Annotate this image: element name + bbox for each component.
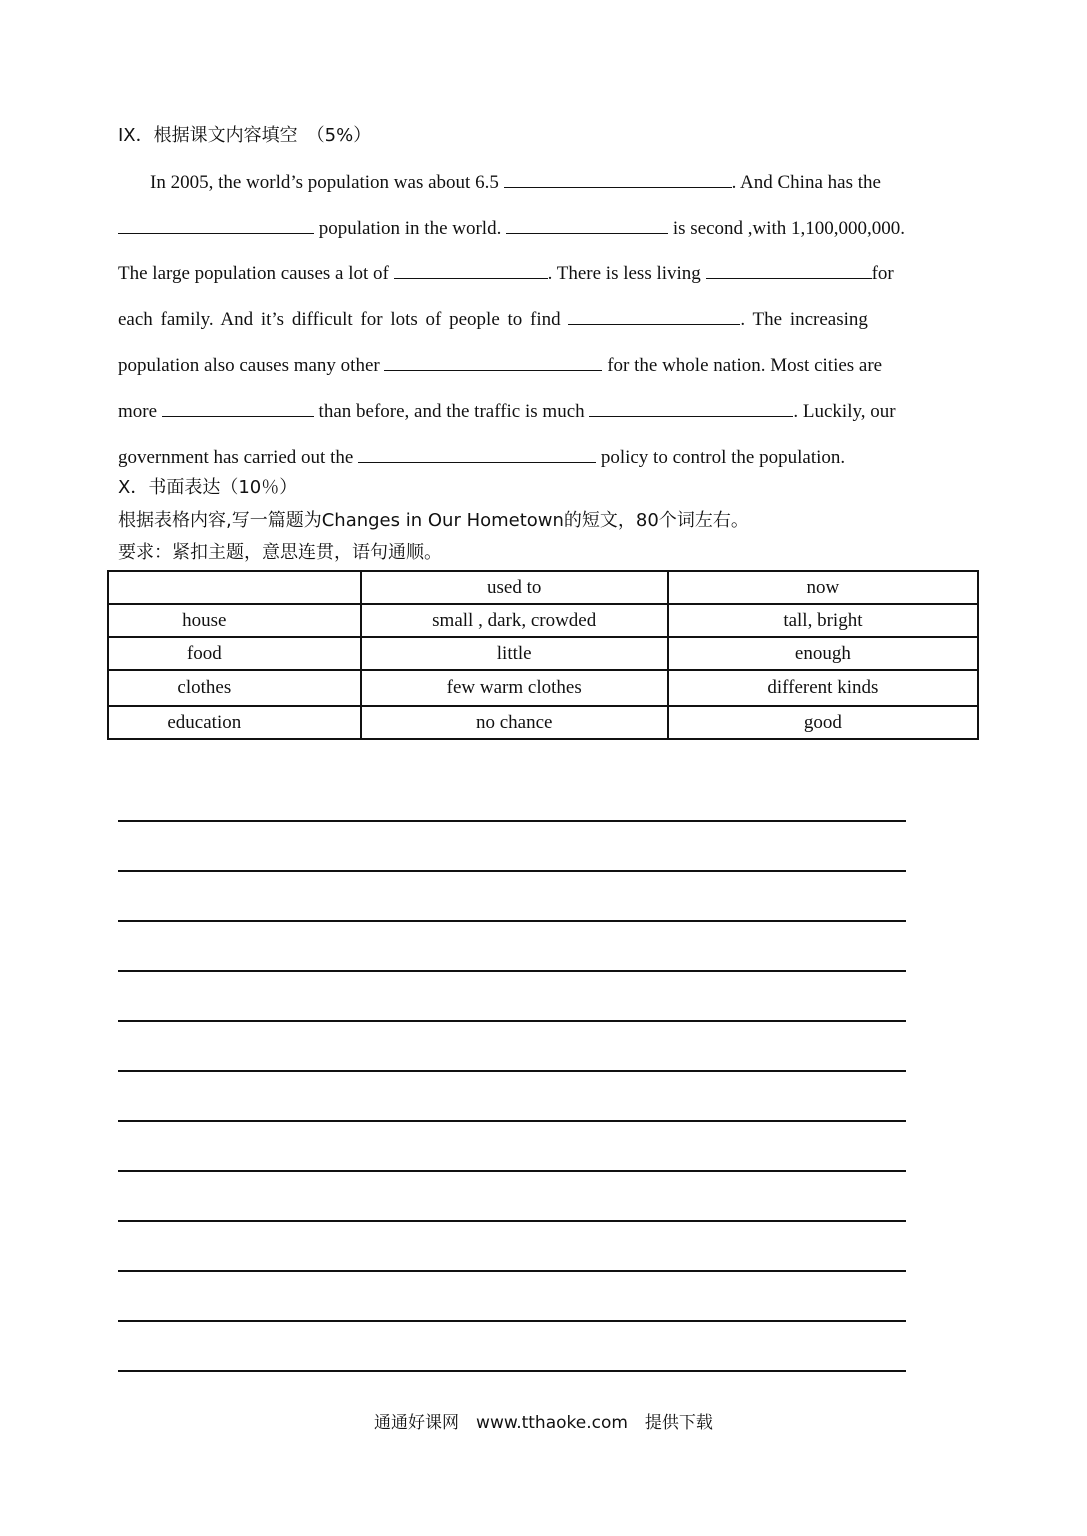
table-cell: food xyxy=(108,637,361,670)
fill-blank-8[interactable] xyxy=(162,398,314,417)
table-cell: clothes xyxy=(108,670,361,706)
writing-line-2[interactable] xyxy=(118,870,906,872)
writing-line-6[interactable] xyxy=(118,1070,906,1072)
passage-line-3 xyxy=(118,260,974,286)
table-header-cell xyxy=(108,571,361,604)
fill-blank-4[interactable] xyxy=(394,260,548,279)
table-header-cell: used to xyxy=(361,571,668,604)
table-row xyxy=(108,670,978,706)
table-row xyxy=(108,706,978,739)
table-cell: education xyxy=(108,706,361,739)
fill-blank-3[interactable] xyxy=(506,215,668,234)
section-10-title: X．书面表达（10％） xyxy=(118,477,298,498)
table-cell: good xyxy=(668,706,978,739)
section-9-title: IX．根据课文内容填空 （5%） xyxy=(118,125,372,146)
table-cell: house xyxy=(108,604,361,637)
fill-blank-6[interactable] xyxy=(568,306,740,325)
passage-text: population in the world. xyxy=(318,218,502,239)
passage-text: population also causes many other xyxy=(118,355,380,376)
writing-line-1[interactable] xyxy=(118,820,906,822)
passage-text: . There is less living xyxy=(547,263,701,284)
writing-requirement: 要求：紧扣主题，意思连贯，语句通顺。 xyxy=(118,542,442,563)
passage-text: more xyxy=(118,401,158,422)
changes-table xyxy=(107,570,979,740)
table-header-cell: now xyxy=(668,571,978,604)
passage-line-6 xyxy=(118,398,974,424)
passage-line-2 xyxy=(118,215,974,241)
table-row xyxy=(108,604,978,637)
passage-line-7 xyxy=(118,444,974,470)
writing-line-12[interactable] xyxy=(118,1370,906,1372)
writing-line-8[interactable] xyxy=(118,1170,906,1172)
passage-text: for the whole nation. Most cities are xyxy=(607,355,883,376)
passage-line-1 xyxy=(150,169,974,195)
writing-instruction: 根据表格内容,写一篇题为Changes in Our Hometown的短文，80个词左右。 xyxy=(118,510,749,531)
table-cell: tall, bright xyxy=(668,604,978,637)
passage-text: government has carried out the xyxy=(118,447,354,468)
writing-line-3[interactable] xyxy=(118,920,906,922)
writing-line-7[interactable] xyxy=(118,1120,906,1122)
passage-text: . And China has the xyxy=(731,172,881,193)
fill-blank-1b[interactable] xyxy=(602,169,732,188)
fill-blank-1a[interactable] xyxy=(504,169,602,188)
table-header-row xyxy=(108,571,978,604)
passage-text: than before, and the traffic is much xyxy=(318,401,585,422)
table-cell: little xyxy=(361,637,668,670)
table-cell: small , dark, crowded xyxy=(361,604,668,637)
fill-blank-9[interactable] xyxy=(589,398,793,417)
passage-text: In 2005, the world’s population was about 6.5 xyxy=(150,172,499,193)
writing-line-11[interactable] xyxy=(118,1320,906,1322)
writing-line-4[interactable] xyxy=(118,970,906,972)
passage-text: . The increasing xyxy=(740,309,868,330)
passage-text: each family. And it’s difficult for lots of people to find xyxy=(118,309,561,330)
passage-text: . Luckily, our xyxy=(793,401,896,422)
fill-blank-2[interactable] xyxy=(118,215,314,234)
table-cell: no chance xyxy=(361,706,668,739)
table-cell: few warm clothes xyxy=(361,670,668,706)
passage-text: policy to control the population. xyxy=(600,447,846,468)
table-cell: enough xyxy=(668,637,978,670)
passage-line-4 xyxy=(118,306,974,332)
table-row xyxy=(108,637,978,670)
passage-text: is second ,with 1,100,000,000. xyxy=(672,218,906,239)
fill-blank-7[interactable] xyxy=(384,352,602,371)
writing-line-10[interactable] xyxy=(118,1270,906,1272)
passage-text: for xyxy=(871,263,894,284)
fill-blank-5[interactable] xyxy=(706,260,872,279)
passage-line-5 xyxy=(118,352,974,378)
writing-line-5[interactable] xyxy=(118,1020,906,1022)
page-footer: 通通好课网 www.tthaoke.com 提供下载 xyxy=(374,1413,713,1433)
writing-line-9[interactable] xyxy=(118,1220,906,1222)
passage-text: The large population causes a lot of xyxy=(118,263,389,284)
fill-blank-10[interactable] xyxy=(358,444,596,463)
table-cell: different kinds xyxy=(668,670,978,706)
